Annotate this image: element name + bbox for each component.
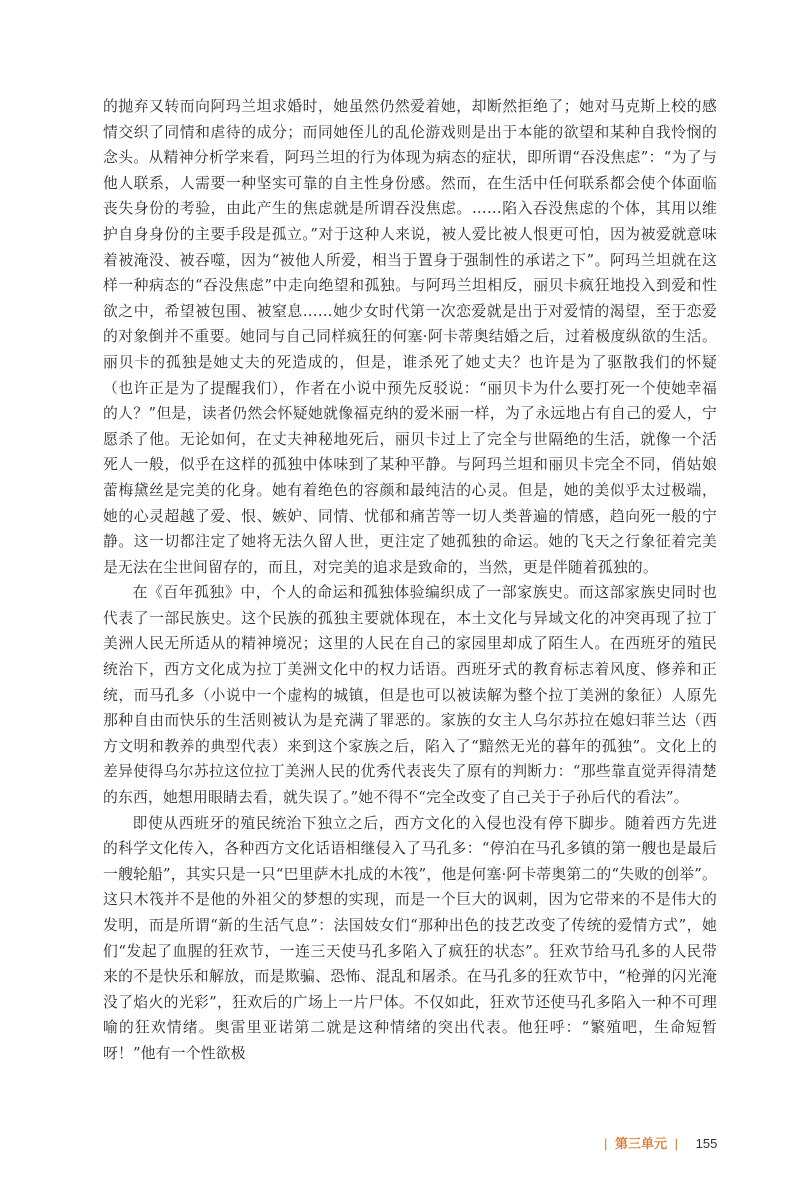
page-body (103, 94, 717, 1067)
paragraph-family-history: 在《百年孤独》中，个人的命运和孤独体验编织成了一部家族史。而这部家族史同时也代表了一部民族史。这个民族的孤独主要就体现在，本土文化与异域文化的冲突再现了拉丁美洲人民无所适从的精神境况；这里的人民在自己的家园里却成了陌生人。在西班牙的殖民统治下，西方文化成为拉丁美洲文化中的权力话语。西班牙式的教育标志着风度、修养和正统，而马孔多（小说中一个虚构的城镇，但是也可以被读解为整个拉丁美洲的象征）人原先那种自由而快乐的生活则被认为是充满了罪恶的。家族的女主人乌尔苏拉在媳妇菲兰达（西方文明和教养的典型代表）来到这个家族之后，陷入了“黯然无光的暮年的孤独”。文化上的差异使得乌尔苏拉这位拉丁美洲人民的优秀代表丧失了原有的判断力：“那些靠直觉弄得清楚的东西，她想用眼睛去看，就失误了。”她不得不“完全改变了自己关于子孙后代的看法”。 (103, 584, 717, 807)
page-number: 155 (695, 1136, 718, 1151)
paragraph-continued: 的抛弃又转而向阿玛兰坦求婚时，她虽然仍然爱着她，却断然拒绝了；她对马克斯上校的感情交织了同情和虐待的成分；而同她侄儿的乱伦游戏则是出于本能的欲望和某种自我怜悯的念头。从精神分析学来看，阿玛兰坦的行为体现为病态的症状，即所谓“吞没焦虑”：“为了与他人联系，人需要一种坚实可靠的自主性身份感。然而，在生活中任何联系都会使个体面临丧失身份的考验，由此产生的焦虑就是所谓吞没焦虑。……陷入吞没焦虑的个体，其用以维护自身身份的主要手段是孤立。”对于这种人来说，被人爱比被人恨更可怕，因为被爱就意味着被淹没、被吞噬，因为“被他人所爱，相当于置身于强制性的承诺之下”。阿玛兰坦就在这样一种病态的“吞没焦虑”中走向绝望和孤独。与阿玛兰坦相反，丽贝卡疯狂地投入到爱和性欲之中，希望被包围、被窒息……她少女时代第一次恋爱就是出于对爱情的渴望，至于恋爱的对象倒并不重要。她同与自己同样疯狂的何塞·阿卡蒂奥结婚之后，过着极度纵欲的生活。丽贝卡的孤独是她丈夫的死造成的，但是，谁杀死了她丈夫？也许是为了驱散我们的怀疑（也许正是为了提醒我们），作者在小说中预先反驳说：“丽贝卡为什么要打死一个使她幸福的人？”但是，读者仍然会怀疑她就像福克纳的爱米丽一样，为了永远地占有自己的爱人，宁愿杀了他。无论如何，在丈夫神秘地死后，丽贝卡过上了完全与世隔绝的生活，就像一个活死人一般，似乎在这样的孤独中体味到了某种平静。与阿玛兰坦和丽贝卡完全不同，俏姑娘蕾梅黛丝是完美的化身。她有着绝色的容颜和最纯洁的心灵。但是，她的美似乎太过极端，她的心灵超越了爱、恨、嫉妒、同情、忧郁和痛苦等一切人类普遍的情感，趋向死一般的宁静。这一切都注定了她将无法久留人世，更注定了她孤独的命运。她的飞天之行象征着完美是无法在尘世间留存的，而且，对完美的追求是致命的，当然，更是伴随着孤独的。 (103, 98, 717, 576)
paragraph-western-culture: 即使从西班牙的殖民统治下独立之后，西方文化的入侵也没有停下脚步。随着西方先进的科学文化传入，各种西方文化话语相继侵入了马孔多：“停泊在马孔多镇的第一艘也是最后一艘轮船”，其实只是一只“巴里萨木扎成的木筏”，他是何塞·阿卡蒂奥第二的“失败的创举”。这只木筏并不是他的外祖父的梦想的实现，而是一个巨大的讽刺，因为它带来的不是伟大的发明，而是所谓“新的生活气息”：法国妓女们“那种出色的技艺改变了传统的爱情方式”，她们“发起了血腥的狂欢节，一连三天使马孔多陷入了疯狂的状态”。狂欢节给马孔多的人民带来的不是快乐和解放，而是欺骗、恐怖、混乱和屠杀。在马孔多的狂欢节中，“枪弹的闪光淹没了焰火的光彩”，狂欢后的广场上一片尸体。不仅如此，狂欢节还使马孔多陷入一种不可理喻的狂欢情绪。奥雷里亚诺第二就是这种情绪的突出代表。他狂呼：“繁殖吧，生命短暂呀！”他有一个性欲极 (103, 814, 717, 1062)
page-footer (600, 1133, 717, 1152)
footer-separator-left: | (604, 1136, 608, 1151)
unit-label: 第三单元 (615, 1136, 668, 1151)
footer-separator-right: | (674, 1136, 679, 1151)
